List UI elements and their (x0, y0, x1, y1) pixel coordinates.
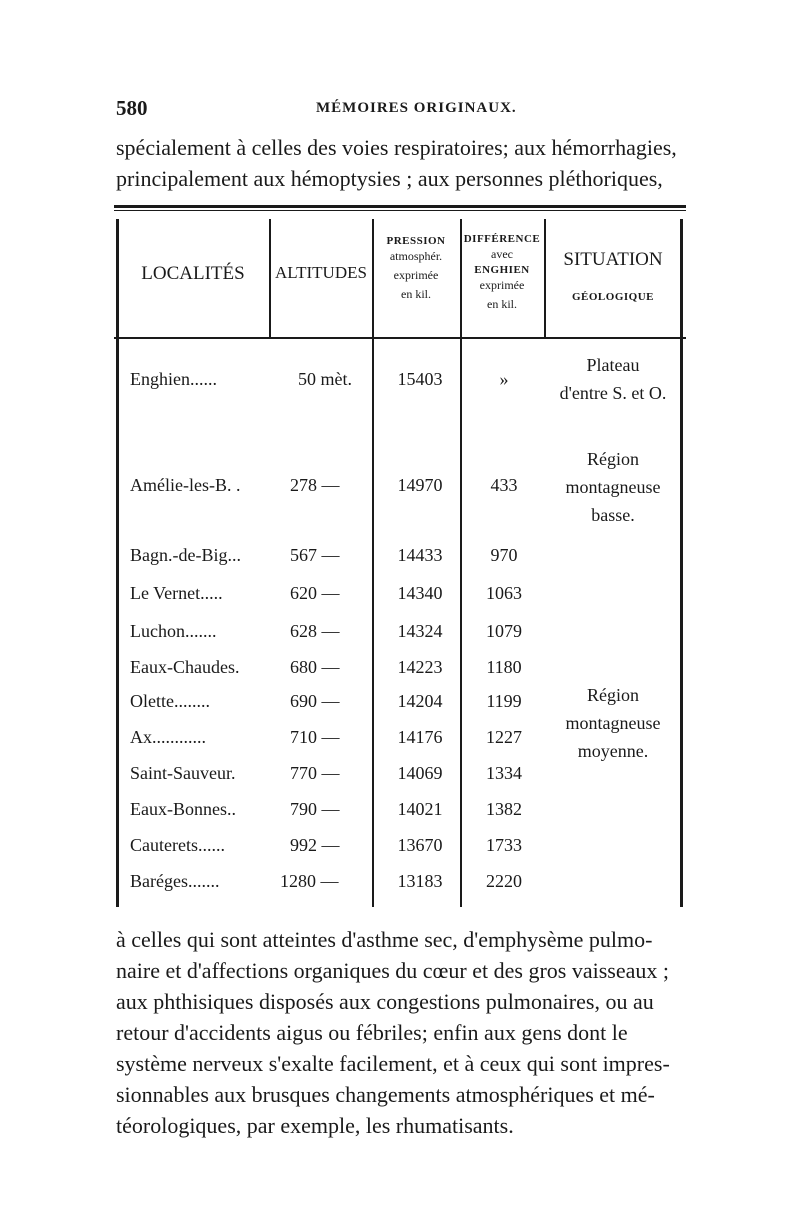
col-rule-4 (544, 219, 546, 339)
row-altitude: 680 — (290, 657, 340, 677)
header-difference: DIFFÉRENCE avec ENGHIEN exprimée en kil. (463, 233, 541, 311)
text-line: aux phthisiques disposés aux congestions pulmonaires, ou au (116, 989, 654, 1014)
row-difference: 1199 (486, 691, 522, 711)
row-pression: 14970 (397, 475, 443, 495)
row-altitude: 690 — (290, 691, 340, 711)
row-pression: 14204 (397, 691, 443, 711)
row-altitude: 790 — (290, 799, 340, 819)
row-localite: Saint-Sauveur. (130, 763, 236, 783)
table-top-rule (114, 205, 686, 208)
row-difference: 1079 (486, 621, 522, 641)
row-difference: 1733 (486, 835, 522, 855)
row-pression: 13183 (397, 871, 443, 891)
table-left-rule (116, 219, 119, 907)
header-altitudes: ALTITUDES (275, 263, 367, 282)
row-pression: 14021 (397, 799, 443, 819)
geology-group-plateau: Plateau d'entre S. et O. (559, 355, 667, 403)
row-pression: 14340 (397, 583, 443, 603)
row-difference: 1334 (486, 763, 522, 783)
intro-paragraph (116, 132, 686, 194)
row-localite: Le Vernet..... (130, 583, 223, 603)
row-localite: Olette........ (130, 691, 210, 711)
running-title: MÉMOIRES ORIGINAUX. (316, 100, 517, 116)
text-line: système nerveux s'exalte facilement, et à ceux qui sont impres- (116, 1051, 670, 1076)
text-line: sionnables aux brusques changements atmosphériques et mé- (116, 1082, 655, 1107)
row-difference: 970 (490, 545, 518, 565)
text-line: principalement aux hémoptysies ; aux personnes pléthoriques, (116, 166, 663, 191)
table-right-rule (680, 219, 683, 907)
row-pression: 14176 (397, 727, 443, 747)
text-line: spécialement à celles des voies respiratoires; aux hémorrhagies, (116, 135, 677, 160)
header-geologique: GÉOLOGIQUE (571, 291, 655, 303)
row-altitude: 770 — (290, 763, 340, 783)
row-altitude: 992 — (290, 835, 340, 855)
outro-paragraph (116, 924, 686, 1141)
row-altitude: 1280 — (280, 871, 339, 891)
row-altitude: 710 — (290, 727, 340, 747)
row-localite: Eaux-Bonnes.. (130, 799, 236, 819)
row-altitude: 278 — (290, 475, 340, 495)
row-altitude: 50 mèt. (298, 369, 352, 389)
altitude-table (114, 205, 686, 907)
row-localite: Amélie-les-B. . (130, 475, 241, 495)
header-pression: PRESSION atmosphér. exprimée en kil. (386, 235, 446, 301)
table-header-rule (114, 337, 686, 339)
row-pression: 13670 (397, 835, 443, 855)
row-difference: 1382 (486, 799, 522, 819)
geology-group-moyenne: Région montagneuse moyenne. (565, 685, 661, 761)
row-localite: Bagn.-de-Big... (130, 545, 241, 565)
text-line: à celles qui sont atteintes d'asthme sec, d'emphysème pulmo- (116, 927, 653, 952)
row-pression: 14324 (397, 621, 443, 641)
row-pression: 15403 (397, 369, 443, 389)
header-localites: LOCALITÉS (141, 263, 245, 284)
header-situation: SITUATION (563, 249, 663, 270)
row-localite: Eaux-Chaudes. (130, 657, 240, 677)
row-altitude: 567 — (290, 545, 340, 565)
row-pression: 14433 (397, 545, 443, 565)
text-line: retour d'accidents aigus ou fébriles; enfin aux gens dont le (116, 1020, 628, 1045)
row-difference: 1063 (486, 583, 522, 603)
row-difference: 2220 (486, 871, 522, 891)
geology-group-basse: Région montagneuse basse. (565, 449, 661, 525)
row-localite: Luchon....... (130, 621, 217, 641)
row-localite: Cauterets...... (130, 835, 225, 855)
row-pression: 14223 (397, 657, 443, 677)
text-line: naire et d'affections organiques du cœur et des gros vaisseaux ; (116, 958, 669, 983)
row-difference: 433 (490, 475, 518, 495)
page-number: 580 (116, 96, 148, 120)
running-header (116, 96, 686, 126)
row-altitude: 620 — (290, 583, 340, 603)
row-difference: » (499, 369, 509, 389)
table-top-rule-thin (114, 210, 686, 211)
row-localite: Ax............ (130, 727, 206, 747)
row-localite: Baréges....... (130, 871, 220, 891)
row-pression: 14069 (397, 763, 443, 783)
row-localite: Enghien...... (130, 369, 217, 389)
row-altitude: 628 — (290, 621, 340, 641)
text-line: téorologiques, par exemple, les rhumatisants. (116, 1113, 514, 1138)
row-difference: 1227 (486, 727, 522, 747)
row-difference: 1180 (486, 657, 522, 677)
